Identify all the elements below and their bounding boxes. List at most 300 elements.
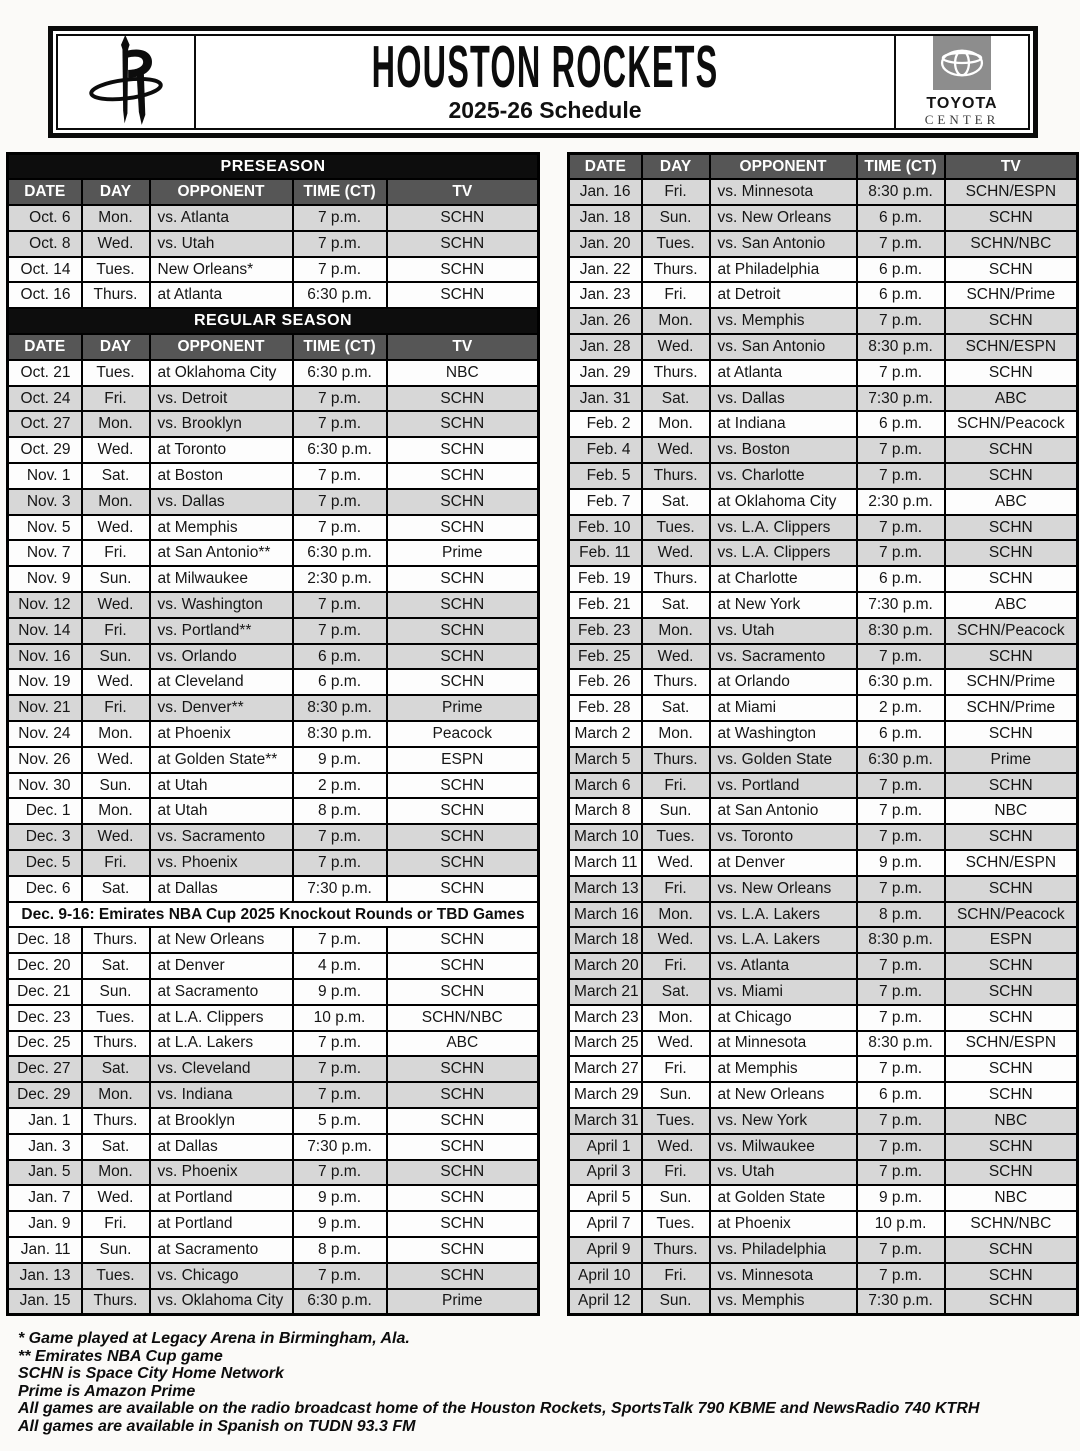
game-tv: SCHN/Peacock [945, 618, 1078, 644]
game-day: Tues. [642, 824, 710, 850]
game-tv: SCHN [945, 979, 1078, 1005]
game-day: Mon. [642, 618, 710, 644]
game-time: 7 p.m. [293, 850, 387, 876]
game-day: Fri. [642, 953, 710, 979]
game-time: 7 p.m. [293, 411, 387, 437]
game-day: Thurs. [642, 566, 710, 592]
game-tv: SCHN [387, 1056, 539, 1082]
game-tv: Prime [945, 747, 1078, 773]
game-date: Dec. 29 [8, 1082, 82, 1108]
game-tv: SCHN/NBC [945, 231, 1078, 257]
game-date: Feb. 11 [569, 540, 642, 566]
game-tv: SCHN [387, 798, 539, 824]
game-day: Fri. [82, 695, 150, 721]
game-opponent: vs. Oklahoma City [150, 1289, 293, 1315]
game-day: Sat. [642, 695, 710, 721]
game-opponent: at Orlando [710, 669, 857, 695]
game-time: 7 p.m. [857, 773, 945, 799]
left-schedule-body [8, 154, 539, 1315]
game-day: Sat. [82, 1134, 150, 1160]
game-day: Mon. [82, 411, 150, 437]
game-day: Tues. [642, 515, 710, 541]
game-tv: SCHN/Peacock [945, 411, 1078, 437]
game-tv: SCHN [387, 1108, 539, 1134]
game-day: Wed. [642, 1031, 710, 1057]
toyota-logo-box [933, 36, 991, 90]
game-date: April 5 [569, 1185, 642, 1211]
game-tv: SCHN/Prime [945, 695, 1078, 721]
game-date: Jan. 23 [569, 282, 642, 308]
game-date: March 23 [569, 1005, 642, 1031]
game-row [8, 747, 539, 773]
game-date: April 1 [569, 1134, 642, 1160]
game-tv: SCHN/NBC [387, 1005, 539, 1031]
game-time: 7 p.m. [857, 1237, 945, 1263]
game-row [569, 1263, 1078, 1289]
game-date: Dec. 23 [8, 1005, 82, 1031]
game-tv: SCHN [387, 876, 539, 902]
game-time: 6 p.m. [857, 411, 945, 437]
game-day: Sun. [642, 1289, 710, 1315]
game-time: 7 p.m. [857, 1263, 945, 1289]
game-date: Feb. 7 [569, 489, 642, 515]
game-opponent: at Minnesota [710, 1031, 857, 1057]
game-day: Mon. [82, 489, 150, 515]
game-row [569, 1185, 1078, 1211]
game-opponent: New Orleans* [150, 257, 293, 283]
game-day: Tues. [82, 1263, 150, 1289]
game-opponent: at Brooklyn [150, 1108, 293, 1134]
game-day: Fri. [82, 618, 150, 644]
footnote-line: Prime is Amazon Prime [18, 1382, 196, 1400]
game-row [569, 1134, 1078, 1160]
game-time: 7 p.m. [857, 1005, 945, 1031]
game-time: 8:30 p.m. [293, 695, 387, 721]
footnote-line: * Game played at Legacy Arena in Birmingham, Ala. [18, 1330, 410, 1347]
game-date: Jan. 3 [8, 1134, 82, 1160]
game-tv: SCHN [945, 515, 1078, 541]
footnote-line: All games are available on the radio broadcast home of the Houston Rockets, SportsTalk 790 KBME and NewsRadio 740 KTRH [18, 1400, 980, 1418]
title-cell [196, 36, 894, 128]
game-opponent: at Dallas [150, 876, 293, 902]
game-tv: SCHN/Peacock [945, 902, 1078, 928]
game-date: Jan. 26 [569, 308, 642, 334]
game-tv: SCHN [945, 1263, 1078, 1289]
column-header: OPPONENT [150, 334, 293, 360]
game-day: Wed. [82, 231, 150, 257]
game-row [8, 798, 539, 824]
game-date: Jan. 11 [8, 1237, 82, 1263]
game-time: 8 p.m. [293, 1237, 387, 1263]
game-tv: Prime [387, 1289, 539, 1315]
game-opponent: vs. Minnesota [710, 179, 857, 205]
game-row [569, 566, 1078, 592]
game-tv: SCHN [945, 1056, 1078, 1082]
game-row [569, 386, 1078, 412]
game-opponent: at Washington [710, 721, 857, 747]
game-tv: SCHN [387, 1185, 539, 1211]
game-date: Nov. 3 [8, 489, 82, 515]
game-date: Oct. 14 [8, 257, 82, 283]
game-row [569, 850, 1078, 876]
game-opponent: vs. Boston [710, 437, 857, 463]
game-time: 2:30 p.m. [857, 489, 945, 515]
column-header: TIME (CT) [293, 334, 387, 360]
game-tv: SCHN [387, 411, 539, 437]
game-day: Wed. [642, 1134, 710, 1160]
right-schedule-body [569, 154, 1078, 1315]
game-opponent: at Golden State** [150, 747, 293, 773]
game-row [569, 437, 1078, 463]
game-time: 2 p.m. [857, 695, 945, 721]
game-opponent: at Miami [710, 695, 857, 721]
game-row [569, 1211, 1078, 1237]
game-row [569, 592, 1078, 618]
game-opponent: vs. L.A. Clippers [710, 540, 857, 566]
game-date: April 9 [569, 1237, 642, 1263]
game-tv: SCHN [387, 953, 539, 979]
game-tv: SCHN [387, 979, 539, 1005]
nba-cup-note-row [8, 902, 539, 928]
game-day: Tues. [642, 1211, 710, 1237]
game-opponent: at Milwaukee [150, 566, 293, 592]
game-opponent: vs. Sacramento [710, 644, 857, 670]
game-date: March 21 [569, 979, 642, 1005]
game-opponent: vs. Memphis [710, 1289, 857, 1315]
game-date: Oct. 29 [8, 437, 82, 463]
game-row [8, 592, 539, 618]
game-day: Wed. [82, 669, 150, 695]
game-date: Jan. 31 [569, 386, 642, 412]
game-day: Mon. [82, 721, 150, 747]
game-day: Wed. [642, 540, 710, 566]
game-time: 7:30 p.m. [857, 1289, 945, 1315]
game-tv: SCHN [387, 1263, 539, 1289]
game-time: 8:30 p.m. [857, 1031, 945, 1057]
game-row [569, 1237, 1078, 1263]
game-time: 7 p.m. [293, 463, 387, 489]
game-row [569, 721, 1078, 747]
game-row [569, 308, 1078, 334]
game-tv: ABC [945, 386, 1078, 412]
game-tv: ABC [945, 592, 1078, 618]
game-date: Jan. 5 [8, 1160, 82, 1186]
game-time: 7:30 p.m. [293, 876, 387, 902]
game-opponent: at New Orleans [150, 927, 293, 953]
game-date: Feb. 21 [569, 592, 642, 618]
game-day: Sat. [642, 386, 710, 412]
game-day: Sat. [642, 592, 710, 618]
game-day: Mon. [82, 798, 150, 824]
game-time: 7 p.m. [857, 515, 945, 541]
game-tv: SCHN/ESPN [945, 1031, 1078, 1057]
game-time: 6 p.m. [857, 205, 945, 231]
game-tv: SCHN [945, 463, 1078, 489]
game-time: 8 p.m. [293, 798, 387, 824]
game-opponent: at New York [710, 592, 857, 618]
game-day: Wed. [642, 334, 710, 360]
game-day: Sun. [642, 1082, 710, 1108]
game-day: Wed. [642, 437, 710, 463]
game-day: Tues. [642, 1108, 710, 1134]
game-tv: SCHN/Prime [945, 669, 1078, 695]
game-date: Jan. 28 [569, 334, 642, 360]
game-opponent: at Oklahoma City [150, 360, 293, 386]
game-row [569, 1108, 1078, 1134]
game-date: Feb. 10 [569, 515, 642, 541]
game-date: Feb. 2 [569, 411, 642, 437]
game-opponent: vs. L.A. Lakers [710, 927, 857, 953]
game-time: 8:30 p.m. [857, 927, 945, 953]
game-tv: SCHN [945, 721, 1078, 747]
game-row [569, 489, 1078, 515]
game-row [8, 257, 539, 283]
game-date: Dec. 18 [8, 927, 82, 953]
game-row [8, 463, 539, 489]
game-time: 7 p.m. [293, 1160, 387, 1186]
game-day: Sun. [642, 205, 710, 231]
game-tv: SCHN [945, 773, 1078, 799]
game-time: 8:30 p.m. [857, 618, 945, 644]
game-date: March 29 [569, 1082, 642, 1108]
game-time: 9 p.m. [293, 1185, 387, 1211]
game-opponent: at San Antonio** [150, 540, 293, 566]
left-schedule-table [6, 152, 540, 1316]
game-opponent: at New Orleans [710, 1082, 857, 1108]
game-time: 9 p.m. [293, 1211, 387, 1237]
game-tv: SCHN [387, 850, 539, 876]
game-tv: SCHN [387, 257, 539, 283]
game-day: Sun. [642, 1185, 710, 1211]
game-row [8, 489, 539, 515]
game-row [569, 515, 1078, 541]
game-time: 7 p.m. [293, 927, 387, 953]
game-time: 7 p.m. [857, 463, 945, 489]
game-time: 6 p.m. [857, 257, 945, 283]
game-date: April 12 [569, 1289, 642, 1315]
game-date: Feb. 19 [569, 566, 642, 592]
game-time: 7 p.m. [293, 1031, 387, 1057]
game-time: 6:30 p.m. [293, 360, 387, 386]
game-day: Wed. [82, 592, 150, 618]
game-date: March 27 [569, 1056, 642, 1082]
game-tv: SCHN [945, 308, 1078, 334]
game-opponent: at Atlanta [150, 282, 293, 308]
game-opponent: vs. Sacramento [150, 824, 293, 850]
game-time: 7 p.m. [857, 1056, 945, 1082]
game-date: March 6 [569, 773, 642, 799]
header-banner [48, 26, 1038, 138]
game-row [8, 1185, 539, 1211]
game-time: 8:30 p.m. [293, 721, 387, 747]
game-opponent: at Golden State [710, 1185, 857, 1211]
game-time: 6:30 p.m. [293, 1289, 387, 1315]
game-opponent: at Portland [150, 1185, 293, 1211]
game-opponent: vs. L.A. Clippers [710, 515, 857, 541]
game-day: Mon. [642, 721, 710, 747]
column-header-row [8, 334, 539, 360]
game-day: Mon. [82, 1160, 150, 1186]
game-opponent: vs. Atlanta [710, 953, 857, 979]
game-time: 7 p.m. [857, 1108, 945, 1134]
game-time: 7 p.m. [293, 824, 387, 850]
game-tv: Prime [387, 540, 539, 566]
game-row [569, 231, 1078, 257]
game-time: 7 p.m. [293, 489, 387, 515]
game-time: 7 p.m. [293, 386, 387, 412]
game-date: Jan. 29 [569, 360, 642, 386]
toyota-center-cell [894, 36, 1028, 128]
game-day: Thurs. [642, 463, 710, 489]
game-opponent: at Utah [150, 773, 293, 799]
game-date: Nov. 12 [8, 592, 82, 618]
game-date: Feb. 4 [569, 437, 642, 463]
game-date: Dec. 3 [8, 824, 82, 850]
game-row [8, 1082, 539, 1108]
game-day: Mon. [642, 411, 710, 437]
schedule-tables [6, 152, 1079, 1316]
nba-cup-note: Dec. 9-16: Emirates NBA Cup 2025 Knockout Rounds or TBD Games [8, 902, 539, 928]
game-date: March 10 [569, 824, 642, 850]
game-tv: SCHN [387, 773, 539, 799]
game-tv: SCHN [387, 437, 539, 463]
game-time: 8:30 p.m. [857, 334, 945, 360]
page-title: HOUSTON ROCKETS [371, 34, 719, 100]
game-row [569, 360, 1078, 386]
rockets-logo-icon [84, 32, 168, 132]
game-row [8, 540, 539, 566]
game-day: Wed. [82, 824, 150, 850]
game-row [569, 411, 1078, 437]
game-date: Oct. 8 [8, 231, 82, 257]
game-time: 9 p.m. [293, 979, 387, 1005]
column-header-row [8, 179, 539, 205]
game-row [8, 1056, 539, 1082]
game-day: Wed. [642, 644, 710, 670]
game-row [8, 669, 539, 695]
game-tv: SCHN [387, 1211, 539, 1237]
game-opponent: at Atlanta [710, 360, 857, 386]
game-time: 7 p.m. [293, 257, 387, 283]
game-row [569, 618, 1078, 644]
game-date: Oct. 21 [8, 360, 82, 386]
game-day: Wed. [82, 747, 150, 773]
game-time: 2 p.m. [293, 773, 387, 799]
game-date: Feb. 23 [569, 618, 642, 644]
game-time: 5 p.m. [293, 1108, 387, 1134]
game-date: Jan. 1 [8, 1108, 82, 1134]
game-opponent: at Sacramento [150, 1237, 293, 1263]
game-time: 6:30 p.m. [293, 437, 387, 463]
game-time: 6:30 p.m. [857, 669, 945, 695]
game-day: Fri. [642, 773, 710, 799]
game-row [8, 850, 539, 876]
game-row [8, 386, 539, 412]
game-row [8, 515, 539, 541]
game-day: Tues. [642, 231, 710, 257]
game-opponent: vs. Utah [710, 618, 857, 644]
game-date: Dec. 20 [8, 953, 82, 979]
column-header-row [569, 154, 1078, 180]
game-date: Feb. 5 [569, 463, 642, 489]
game-tv: SCHN [945, 953, 1078, 979]
game-day: Fri. [642, 876, 710, 902]
game-day: Mon. [82, 1082, 150, 1108]
game-opponent: vs. Indiana [150, 1082, 293, 1108]
right-schedule-table [567, 152, 1079, 1316]
game-time: 7 p.m. [857, 437, 945, 463]
toyota-name-label: TOYOTA [926, 95, 998, 112]
game-row [569, 205, 1078, 231]
game-day: Thurs. [82, 282, 150, 308]
game-tv: SCHN [387, 618, 539, 644]
game-date: Nov. 24 [8, 721, 82, 747]
game-date: March 25 [569, 1031, 642, 1057]
game-row [8, 205, 539, 231]
game-time: 7 p.m. [857, 360, 945, 386]
game-row [569, 179, 1078, 205]
game-row [8, 695, 539, 721]
game-opponent: vs. San Antonio [710, 231, 857, 257]
game-time: 7 p.m. [857, 979, 945, 1005]
game-row [8, 566, 539, 592]
game-tv: SCHN [945, 1237, 1078, 1263]
game-row [569, 1005, 1078, 1031]
game-tv: SCHN/ESPN [945, 179, 1078, 205]
game-tv: SCHN [945, 437, 1078, 463]
game-date: Feb. 28 [569, 695, 642, 721]
game-day: Mon. [642, 1005, 710, 1031]
game-time: 7 p.m. [857, 798, 945, 824]
game-row [569, 1082, 1078, 1108]
section-title-row [8, 308, 539, 334]
column-header: TV [945, 154, 1078, 180]
game-tv: SCHN [387, 515, 539, 541]
game-row [569, 1031, 1078, 1057]
game-date: March 5 [569, 747, 642, 773]
game-row [569, 824, 1078, 850]
game-tv: SCHN [387, 669, 539, 695]
game-opponent: at Boston [150, 463, 293, 489]
game-tv: SCHN [387, 282, 539, 308]
game-opponent: vs. Dallas [710, 386, 857, 412]
game-opponent: vs. Utah [710, 1160, 857, 1186]
game-opponent: at Charlotte [710, 566, 857, 592]
game-date: March 16 [569, 902, 642, 928]
game-tv: SCHN [945, 876, 1078, 902]
game-date: Dec. 5 [8, 850, 82, 876]
game-time: 8:30 p.m. [857, 179, 945, 205]
game-tv: SCHN [387, 1134, 539, 1160]
game-day: Tues. [82, 1005, 150, 1031]
game-tv: NBC [945, 1108, 1078, 1134]
column-header: DAY [82, 179, 150, 205]
game-day: Thurs. [642, 257, 710, 283]
game-time: 7 p.m. [857, 876, 945, 902]
game-row [569, 644, 1078, 670]
game-time: 9 p.m. [857, 1185, 945, 1211]
game-tv: ABC [387, 1031, 539, 1057]
game-date: Jan. 16 [569, 179, 642, 205]
game-opponent: at Denver [710, 850, 857, 876]
game-day: Wed. [82, 437, 150, 463]
game-tv: SCHN [387, 1082, 539, 1108]
game-time: 9 p.m. [293, 747, 387, 773]
game-tv: SCHN [387, 1160, 539, 1186]
game-row [569, 979, 1078, 1005]
game-day: Wed. [642, 927, 710, 953]
game-tv: SCHN [945, 360, 1078, 386]
